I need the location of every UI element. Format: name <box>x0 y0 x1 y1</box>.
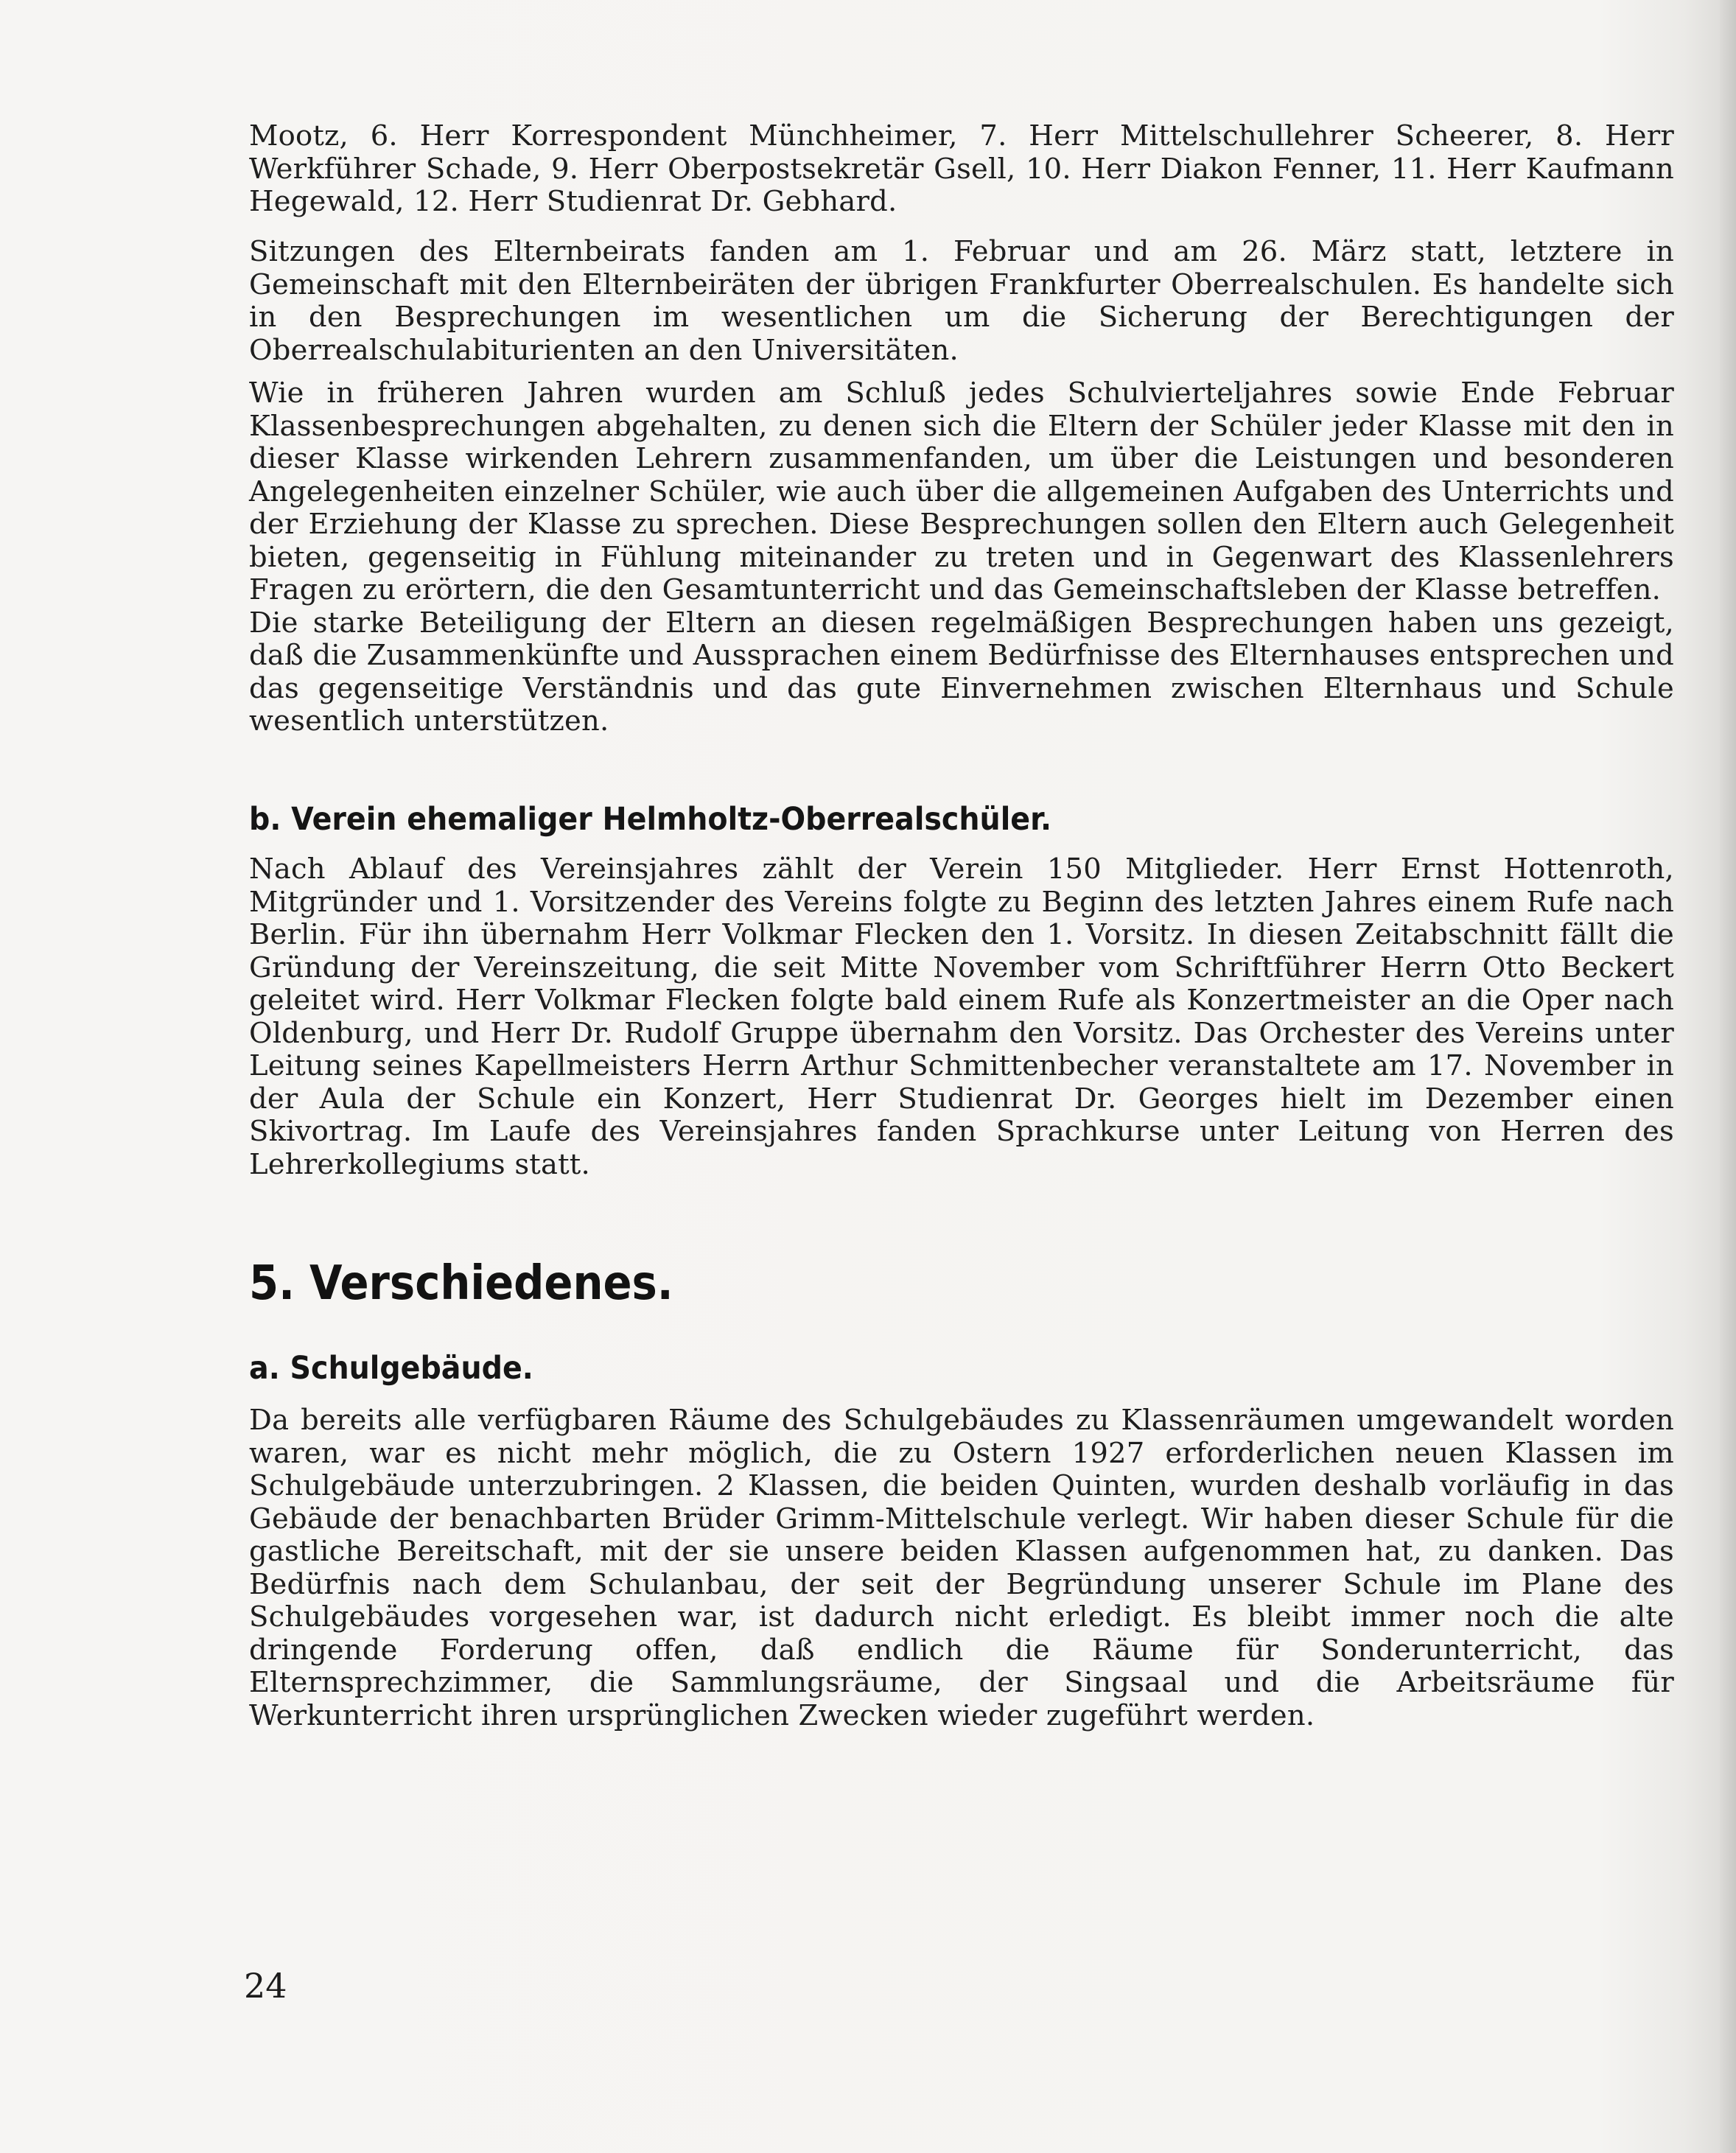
paragraph-participation: Die starke Beteiligung der Eltern an diesen regelmäßigen Besprechungen haben uns gezeigt, daß die Zusammenkünfte und Aussprachen einem Bedürfnisse des Elternhauses entsprechen und das gegenseitige Verständnis und das gute Einvernehmen zwischen Elternhaus und Schule wesentlich unterstützen. <box>249 606 1674 738</box>
verein-body <box>249 853 1674 1181</box>
elternbeirat-sessions-block <box>249 236 1674 367</box>
section-heading-verschiedenes: 5. Verschiedenes. <box>249 1256 673 1311</box>
paragraph-schulgebaeude: Da bereits alle verfügbaren Räume des Schulgebäudes zu Klassenräumen umgewandelt worden waren, war es nicht mehr möglich, die zu Ostern 1927 erforderlichen neuen Klassen im Schulgebäude unterzubringen. 2 Klassen, die beiden Quinten, wurden deshalb vorläufig in das Gebäude der benachbarten Brüder Grimm-Mittelschule verlegt. Wir haben dieser Schule für die gastliche Bereitschaft, mit der sie unsere beiden Klassen aufgenommen hat, zu danken. Das Bedürfnis nach dem Schulanbau, der seit der Begründung unserer Schule im Plane des Schulgebäudes vorgesehen war, ist dadurch nicht erledigt. Es bleibt immer noch die alte dringende Forderung offen, daß endlich die Räume für Sonderunterricht, das Elternsprechzimmer, die Sammlungsräume, der Singsaal und die Arbeitsräume für Werkunterricht ihren ursprünglichen Zwecken wieder zugeführt werden. <box>249 1404 1674 1732</box>
schulgebaeude-heading: a. Schulgebäude. <box>249 1350 533 1387</box>
elternbeirat-members-block <box>249 120 1674 219</box>
paragraph-sessions: Sitzungen des Elternbeirats fanden am 1. Februar und am 26. März statt, letztere in Gemeinschaft mit den Elternbeiräten der übrigen Frankfurter Oberrealschulen. Es handelte sich in den Besprechungen im wesentlichen um die Sicherung der Berechtigungen der Oberrealschulabiturienten an den Universitäten. <box>249 235 1674 367</box>
page-edge-shadow <box>1720 0 1736 2153</box>
verein-heading: b. Verein ehemaliger Helmholtz-Oberrealschüler. <box>249 801 1052 838</box>
paragraph-members-list: Mootz, 6. Herr Korrespondent Münchheimer, 7. Herr Mittelschullehrer Scheerer, 8. Herr Werkführer Schade, 9. Herr Oberpostsekretär Gsell, 10. Herr Diakon Fenner, 11. Herr Kaufmann Hegewald, 12. Herr Studienrat Dr. Gebhard. <box>249 119 1674 218</box>
klassenbesprechungen-block <box>249 377 1674 738</box>
schulgebaeude-body <box>249 1404 1674 1732</box>
verein-section <box>249 801 1674 838</box>
verschiedenes-section <box>249 1257 1674 1310</box>
paragraph-class-meetings: Wie in früheren Jahren wurden am Schluß jedes Schulvierteljahres sowie Ende Februar Klassenbesprechungen abgehalten, zu denen sich die Eltern der Schüler jeder Klasse mit den in dieser Klasse wirkenden Lehrern zusammenfanden, um über die Leistungen und besonderen Angelegenheiten einzelner Schüler, wie auch über die allgemeinen Aufgaben des Unterrichts und der Erziehung der Klasse zu sprechen. Diese Besprechungen sollen den Eltern auch Gelegenheit bieten, gegenseitig in Fühlung miteinander zu treten und in Gegenwart des Klassenlehrers Fragen zu erörtern, die den Gesamtunterricht und das Gemeinschaftsleben der Klasse betreffen. <box>249 377 1674 606</box>
schulgebaeude-section <box>249 1350 1674 1387</box>
paragraph-verein: Nach Ablauf des Vereinsjahres zählt der Verein 150 Mitglieder. Herr Ernst Hottenroth, Mitgründer und 1. Vorsitzender des Vereins folgte zu Beginn des letzten Jahres einem Rufe nach Berlin. Für ihn übernahm Herr Volkmar Flecken den 1. Vorsitz. In diesen Zeitabschnitt fällt die Gründung der Vereinszeitung, die seit Mitte November vom Schriftführer Herrn Otto Beckert geleitet wird. Herr Volkmar Flecken folgte bald einem Rufe als Konzertmeister an die Oper nach Oldenburg, und Herr Dr. Rudolf Gruppe übernahm den Vorsitz. Das Orchester des Vereins unter Leitung seines Kapellmeisters Herrn Arthur Schmittenbecher veranstaltete am 17. November in der Aula der Schule ein Konzert, Herr Studienrat Dr. Georges hielt im Dezember einen Skivortrag. Im Laufe des Vereinsjahres fanden Sprachkurse unter Leitung von Herren des Lehrerkollegiums statt. <box>249 853 1674 1181</box>
page-number: 24 <box>244 1966 287 2006</box>
